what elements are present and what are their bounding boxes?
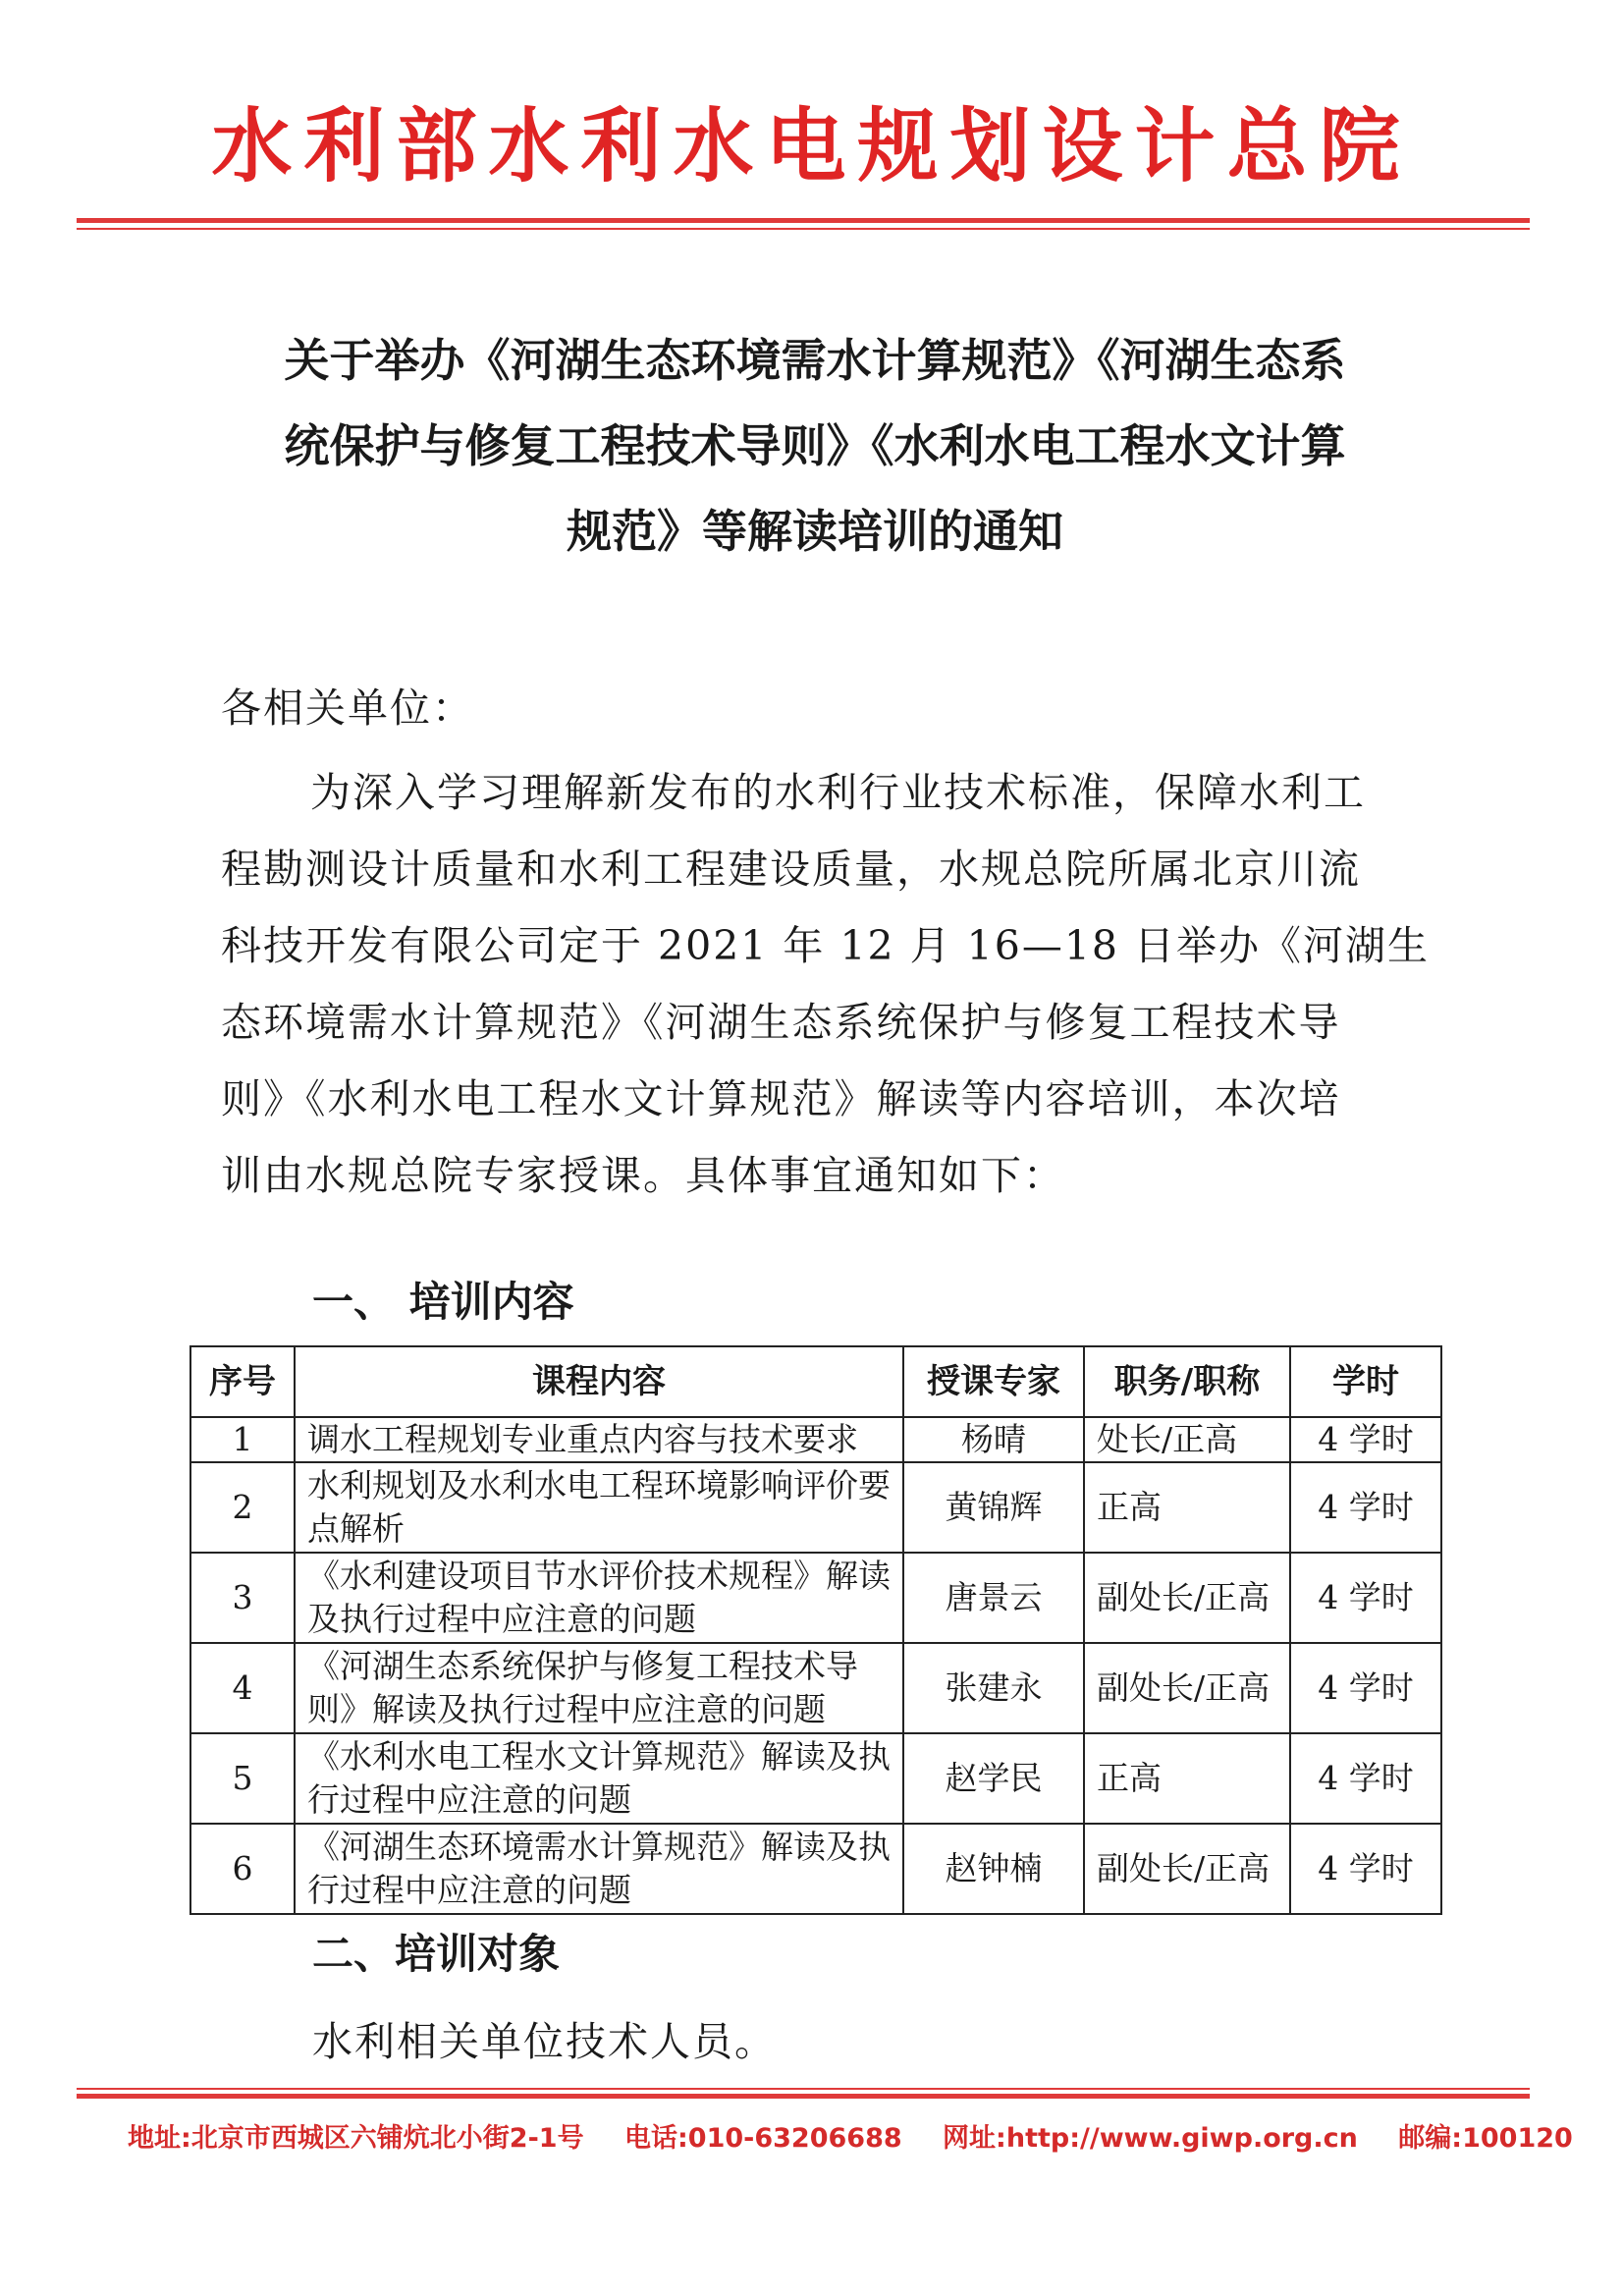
body-line: 态环境需水计算规范》《河湖生态系统保护与修复工程技术导 — [221, 999, 1341, 1046]
body-line: 则》《水利水电工程水文计算规范》解读等内容培训，本次培 — [221, 1075, 1341, 1122]
header-rule-thin — [77, 228, 1530, 230]
cell-title: 正高 — [1084, 1733, 1290, 1824]
cell-hours: 4 学时 — [1290, 1733, 1441, 1824]
doc-title-line-3: 规范》等解读培训的通知 — [567, 505, 1063, 558]
header-expert: 授课专家 — [903, 1346, 1084, 1417]
cell-no: 6 — [190, 1824, 295, 1914]
header-no: 序号 — [190, 1346, 295, 1417]
footer-contact — [128, 2116, 1604, 2155]
cell-no: 4 — [190, 1643, 295, 1733]
header-hours: 学时 — [1290, 1346, 1441, 1417]
cell-hours: 4 学时 — [1290, 1417, 1441, 1462]
doc-title-line-2: 统保护与修复工程技术导则》《水利水电工程水文计算 — [284, 419, 1346, 472]
doc-title-line-1: 关于举办《河湖生态环境需水计算规范》《河湖生态系 — [284, 334, 1346, 387]
cell-no: 5 — [190, 1733, 295, 1824]
cell-course: 《水利建设项目节水评价技术规程》解读及执行过程中应注意的问题 — [295, 1553, 903, 1643]
body-line: 训由水规总院专家授课。具体事宜通知如下： — [221, 1152, 1065, 1199]
footer-postcode: 邮编:100120 — [1398, 2123, 1573, 2154]
table-row — [190, 1417, 1441, 1462]
header-title: 职务/职称 — [1084, 1346, 1290, 1417]
header-rule-thick — [77, 218, 1530, 223]
cell-hours: 4 学时 — [1290, 1824, 1441, 1914]
body-line: 程勘测设计质量和水利工程建设质量，水规总院所属北京川流 — [221, 846, 1361, 893]
cell-title: 处长/正高 — [1084, 1417, 1290, 1462]
cell-course: 《河湖生态环境需水计算规范》解读及执行过程中应注意的问题 — [295, 1824, 903, 1914]
body-line: 科技开发有限公司定于 2021 年 12 月 16—18 日举办《河湖生 — [221, 922, 1431, 969]
header-course: 课程内容 — [295, 1346, 903, 1417]
cell-expert: 赵学民 — [903, 1733, 1084, 1824]
cell-hours: 4 学时 — [1290, 1462, 1441, 1553]
cell-course: 调水工程规划专业重点内容与技术要求 — [295, 1417, 903, 1462]
cell-expert: 黄锦辉 — [903, 1462, 1084, 1553]
cell-course: 《河湖生态系统保护与修复工程技术导则》解读及执行过程中应注意的问题 — [295, 1643, 903, 1733]
table-row — [190, 1462, 1441, 1553]
body-line: 为深入学习理解新发布的水利行业技术标准，保障水利工 — [310, 769, 1366, 816]
section-heading-training-audience: 二、培训对象 — [312, 1930, 561, 1978]
cell-hours: 4 学时 — [1290, 1553, 1441, 1643]
cell-hours: 4 学时 — [1290, 1643, 1441, 1733]
cell-no: 3 — [190, 1553, 295, 1643]
table-row — [190, 1824, 1441, 1914]
section-heading-training-content: 一、 培训内容 — [312, 1278, 574, 1326]
salutation: 各相关单位： — [221, 684, 474, 732]
cell-expert: 唐景云 — [903, 1553, 1084, 1643]
cell-title: 副处长/正高 — [1084, 1824, 1290, 1914]
cell-title: 正高 — [1084, 1462, 1290, 1553]
org-letterhead: 水利部水利水电规划设计总院 — [211, 100, 1412, 193]
table-row — [190, 1643, 1441, 1733]
footer-rule-thick — [77, 2094, 1530, 2099]
course-table — [189, 1345, 1442, 1915]
table-row — [190, 1733, 1441, 1824]
cell-course: 水利规划及水利水电工程环境影响评价要点解析 — [295, 1462, 903, 1553]
cell-title: 副处长/正高 — [1084, 1553, 1290, 1643]
cell-expert: 赵钟楠 — [903, 1824, 1084, 1914]
footer-rule-thin — [77, 2088, 1530, 2090]
cell-expert: 张建永 — [903, 1643, 1084, 1733]
training-audience-text: 水利相关单位技术人员。 — [312, 2018, 777, 2065]
footer-phone: 电话:010-63206688 — [623, 2123, 902, 2154]
cell-course: 《水利水电工程水文计算规范》解读及执行过程中应注意的问题 — [295, 1733, 903, 1824]
cell-expert: 杨晴 — [903, 1417, 1084, 1462]
cell-no: 2 — [190, 1462, 295, 1553]
table-row — [190, 1553, 1441, 1643]
cell-no: 1 — [190, 1417, 295, 1462]
cell-title: 副处长/正高 — [1084, 1643, 1290, 1733]
footer-address: 地址:北京市西城区六铺炕北小街2-1号 — [128, 2123, 584, 2154]
footer-website[interactable]: 网址:http://www.giwp.org.cn — [943, 2123, 1358, 2154]
table-header-row — [190, 1346, 1441, 1417]
